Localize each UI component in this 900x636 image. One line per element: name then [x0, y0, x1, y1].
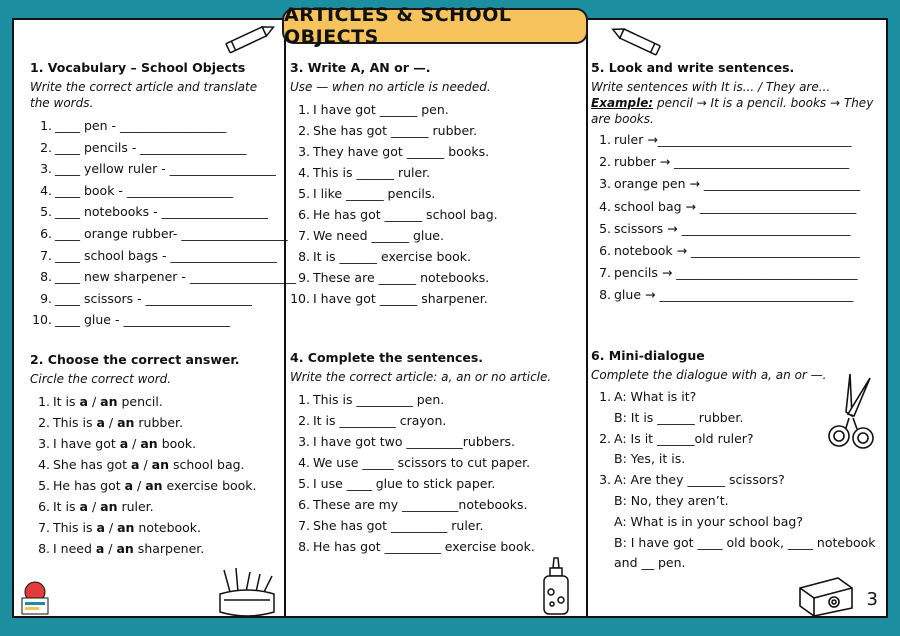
scissors-icon — [822, 372, 882, 452]
list-item — [30, 201, 280, 223]
item-number: 3. — [40, 161, 52, 177]
list-item — [591, 173, 879, 195]
section-instruction: Write the correct article and translate the words. — [30, 80, 258, 110]
list-item — [30, 137, 280, 159]
item-text: rubber. — [134, 415, 183, 430]
item-text: exercise book. — [162, 478, 257, 493]
item-number: 3. — [599, 176, 611, 192]
item-text: This is — [53, 415, 97, 430]
item-text: It is ______ exercise book. — [313, 249, 471, 264]
list-item — [290, 389, 580, 410]
item-text: A: Is it ______old ruler? — [614, 430, 754, 446]
list-item — [591, 129, 879, 151]
item-number: 3. — [599, 472, 611, 488]
option-a[interactable]: a — [119, 436, 129, 451]
option-a[interactable]: a — [131, 457, 140, 472]
item-number: 9. — [298, 270, 310, 285]
item-text: A: What is it? — [614, 389, 697, 404]
item-number: 5. — [298, 476, 310, 491]
example-label: Example: — [591, 96, 654, 110]
list-item — [591, 491, 879, 512]
item-text: ruler. — [117, 499, 154, 514]
item-text: sharpener. — [133, 541, 205, 556]
item-text: He has got _________ exercise book. — [313, 539, 535, 554]
item-text: ____ notebooks - _________________ — [55, 204, 268, 220]
list-item — [30, 454, 280, 475]
list-item — [30, 223, 288, 245]
item-text: ____ glue - _________________ — [55, 312, 230, 328]
list-item — [30, 391, 280, 412]
item-text: school bag. — [169, 457, 245, 472]
list-item — [591, 533, 879, 554]
list-item — [591, 151, 879, 173]
option-a[interactable]: a — [96, 415, 105, 430]
option-an[interactable]: an — [151, 457, 169, 472]
item-text: / — [87, 499, 101, 514]
pencil-icon — [610, 24, 670, 60]
section-heading: 1. Vocabulary – School Objects — [30, 60, 246, 75]
list-item — [30, 538, 280, 559]
item-text: glue → _______________________________ — [614, 287, 854, 303]
option-an[interactable]: an — [100, 499, 118, 514]
item-text: and __ pen. — [614, 555, 686, 571]
option-an[interactable]: an — [116, 541, 134, 556]
item-text: B: I have got ____ old book, ____ notebook — [614, 534, 876, 550]
item-text: A: Are they ______ scissors? — [614, 472, 785, 488]
worksheet — [12, 18, 888, 618]
item-number: 4. — [298, 165, 310, 180]
option-an[interactable]: an — [117, 520, 135, 535]
section-heading: 3. Write A, AN or —. — [290, 60, 431, 75]
section-look-and-write — [591, 60, 879, 307]
list-item — [30, 245, 280, 267]
item-text: B: Yes, it is. — [614, 451, 686, 467]
option-a[interactable]: a — [79, 394, 88, 409]
item-text: I use ____ glue to stick paper. — [313, 476, 496, 491]
item-text: I have got ______ sharpener. — [313, 291, 488, 306]
list-item — [30, 475, 280, 496]
list-item — [290, 183, 580, 204]
page-title: ARTICLES & SCHOOL OBJECTS — [282, 8, 588, 44]
option-a[interactable]: a — [79, 499, 88, 514]
item-number: 5. — [38, 478, 50, 493]
item-text: She has got _________ ruler. — [313, 518, 484, 533]
item-text: ____ scissors - _________________ — [55, 290, 252, 306]
item-number: 2. — [298, 123, 310, 138]
item-text: ____ yellow ruler - _________________ — [55, 161, 276, 177]
item-text: He has got — [53, 478, 125, 493]
list-item — [591, 262, 879, 284]
section-heading: 6. Mini-dialogue — [591, 348, 705, 363]
item-number: 5. — [40, 204, 52, 220]
item-number: 4. — [599, 198, 611, 214]
item-number: 2. — [38, 415, 50, 430]
list-item — [290, 225, 580, 246]
list-item — [290, 288, 580, 309]
item-text: ____ pen - _________________ — [55, 118, 227, 133]
section-heading: 2. Choose the correct answer. — [30, 352, 240, 367]
option-an[interactable]: an — [117, 415, 135, 430]
item-text: rubber → ____________________________ — [614, 154, 850, 170]
item-number: 3. — [298, 144, 310, 159]
list-item — [290, 267, 580, 288]
section-heading: 5. Look and write sentences. — [591, 60, 795, 75]
glue-bottle-icon — [538, 556, 574, 616]
item-number: 2. — [298, 413, 310, 428]
item-text: I like ______ pencils. — [313, 186, 436, 201]
item-number: 1. — [599, 389, 611, 404]
option-an[interactable]: an — [140, 436, 158, 451]
item-text: / — [139, 457, 152, 472]
sharpener-icon — [794, 574, 858, 618]
item-text: pencils → _____________________________ — [614, 265, 858, 281]
list-item — [30, 412, 280, 433]
pencil-case-icon — [216, 568, 278, 618]
section-write-articles — [290, 60, 580, 309]
item-number: 7. — [298, 518, 310, 533]
item-number: 3. — [38, 436, 50, 451]
item-number: 5. — [599, 220, 611, 236]
section-complete-sentences — [290, 350, 580, 557]
item-text: I have got — [53, 436, 120, 451]
list-item — [591, 218, 879, 240]
list-item — [591, 449, 879, 470]
item-number: 2. — [599, 154, 611, 170]
item-number: 5. — [298, 186, 310, 201]
item-number: 8. — [599, 287, 611, 303]
item-list — [591, 129, 879, 307]
item-text: It is — [53, 394, 80, 409]
item-text: This is _________ pen. — [313, 392, 445, 407]
item-text: These are my _________notebooks. — [313, 497, 528, 512]
item-text: pencil. — [117, 394, 163, 409]
item-number: 8. — [40, 269, 52, 285]
item-text: He has got ______ school bag. — [313, 207, 498, 222]
item-text: ____ orange rubber- _________________ — [55, 225, 288, 241]
item-number: 3. — [298, 434, 310, 449]
item-text: It is _________ crayon. — [313, 413, 447, 428]
item-text: ____ school bags - _________________ — [55, 247, 277, 263]
item-text: It is — [53, 499, 80, 514]
item-number: 1. — [40, 118, 52, 133]
item-text: These are ______ notebooks. — [313, 270, 490, 285]
item-text: notebook. — [134, 520, 202, 535]
list-item — [290, 431, 580, 452]
item-text: This is ______ ruler. — [313, 165, 431, 180]
list-item — [30, 115, 280, 137]
item-list — [290, 389, 580, 557]
item-number: 1. — [298, 392, 310, 407]
item-text: They have got ______ books. — [313, 144, 490, 159]
list-item — [30, 496, 280, 517]
item-text: / — [104, 520, 118, 535]
item-text: This is — [53, 520, 97, 535]
item-number: 1. — [298, 102, 310, 117]
item-text: / — [87, 394, 101, 409]
item-number: 8. — [298, 249, 310, 264]
instruction-text: Write sentences with It is... / They are... — [591, 80, 831, 94]
list-item — [290, 494, 580, 515]
list-item — [290, 120, 580, 141]
item-number: 7. — [38, 520, 50, 535]
item-text: A: What is in your school bag? — [614, 513, 803, 529]
item-text: I need — [53, 541, 96, 556]
list-item — [591, 470, 879, 491]
option-an[interactable]: an — [100, 394, 118, 409]
item-number: 6. — [38, 499, 50, 514]
option-a[interactable]: a — [124, 478, 134, 493]
item-text: / — [104, 415, 118, 430]
list-item — [290, 452, 580, 473]
list-item — [591, 512, 879, 533]
item-text: orange pen → _________________________ — [614, 176, 861, 192]
list-item — [591, 240, 879, 262]
item-text: I have got two _________rubbers. — [313, 434, 516, 449]
item-number: 10. — [32, 312, 52, 328]
item-text: school bag → _________________________ — [614, 198, 857, 214]
item-number: 8. — [38, 541, 50, 556]
section-instruction: Use — when no article is needed. — [290, 80, 491, 94]
item-text: ruler →_______________________________ — [614, 132, 852, 147]
item-text: / — [104, 541, 117, 556]
list-item — [290, 162, 580, 183]
item-number: 4. — [298, 455, 310, 470]
list-item — [290, 204, 580, 225]
item-number: 6. — [40, 225, 52, 241]
item-list — [30, 391, 280, 559]
item-number: 6. — [298, 497, 310, 512]
list-item — [290, 410, 580, 431]
logo-icon — [16, 578, 54, 618]
section-instruction: Complete the dialogue with a, an or —. — [591, 368, 827, 382]
section-instruction: Write the correct article: a, an or no article. — [290, 370, 552, 384]
list-item — [30, 158, 280, 180]
section-choose-answer — [30, 352, 280, 559]
item-text: book. — [157, 436, 197, 451]
item-text: We need ______ glue. — [313, 228, 444, 243]
section-instruction — [591, 79, 879, 127]
list-item — [30, 517, 280, 538]
list-item — [591, 284, 879, 306]
item-number: 7. — [40, 247, 52, 263]
list-item — [591, 196, 879, 218]
list-item — [30, 433, 280, 454]
list-item — [290, 99, 580, 120]
list-item — [290, 536, 580, 557]
list-item — [30, 309, 280, 331]
item-number: 9. — [40, 290, 52, 306]
item-text: B: No, they aren’t. — [614, 492, 729, 508]
list-item — [30, 266, 297, 288]
section-instruction: Circle the correct word. — [30, 372, 172, 386]
item-text: scissors → ___________________________ — [614, 220, 851, 236]
item-number: 10. — [290, 291, 310, 306]
page-number: 3 — [866, 589, 878, 610]
item-number: 6. — [298, 207, 310, 222]
list-item — [290, 246, 580, 267]
item-number: 7. — [298, 228, 310, 243]
list-item — [290, 515, 580, 536]
item-text: She has got ______ rubber. — [313, 123, 478, 138]
option-a[interactable]: a — [95, 541, 105, 556]
item-text: ____ pencils - _________________ — [55, 139, 247, 155]
item-number: 8. — [298, 539, 310, 554]
option-an[interactable]: an — [145, 478, 163, 493]
item-text: She has got — [53, 457, 132, 472]
item-text: / — [133, 478, 146, 493]
item-list — [290, 99, 580, 309]
list-item — [30, 180, 280, 202]
section-vocabulary — [30, 60, 297, 331]
list-item — [591, 553, 879, 574]
item-text: B: It is ______ rubber. — [614, 409, 744, 425]
item-number: 1. — [599, 132, 611, 147]
item-number: 6. — [599, 242, 611, 258]
item-number: 4. — [38, 457, 50, 472]
list-item — [290, 141, 580, 162]
item-text: / — [128, 436, 141, 451]
item-text: notebook → ___________________________ — [614, 242, 860, 258]
item-number: 7. — [599, 265, 611, 281]
item-number: 1. — [38, 394, 50, 409]
list-item — [290, 473, 580, 494]
option-a[interactable]: a — [96, 520, 105, 535]
item-list — [30, 115, 297, 331]
item-text: We use _____ scissors to cut paper. — [313, 455, 531, 470]
item-number: 4. — [40, 182, 52, 198]
item-text: ____ book - _________________ — [55, 182, 234, 198]
item-text: ____ new sharpener - _________________ — [55, 269, 297, 285]
item-number: 2. — [599, 430, 611, 446]
pencil-icon — [218, 24, 278, 54]
item-number: 2. — [40, 139, 52, 155]
list-item — [30, 288, 280, 310]
item-text: I have got ______ pen. — [313, 102, 449, 117]
example-text: pencil → It is a pencil. books → They are books. — [591, 96, 874, 126]
section-heading: 4. Complete the sentences. — [290, 350, 484, 365]
